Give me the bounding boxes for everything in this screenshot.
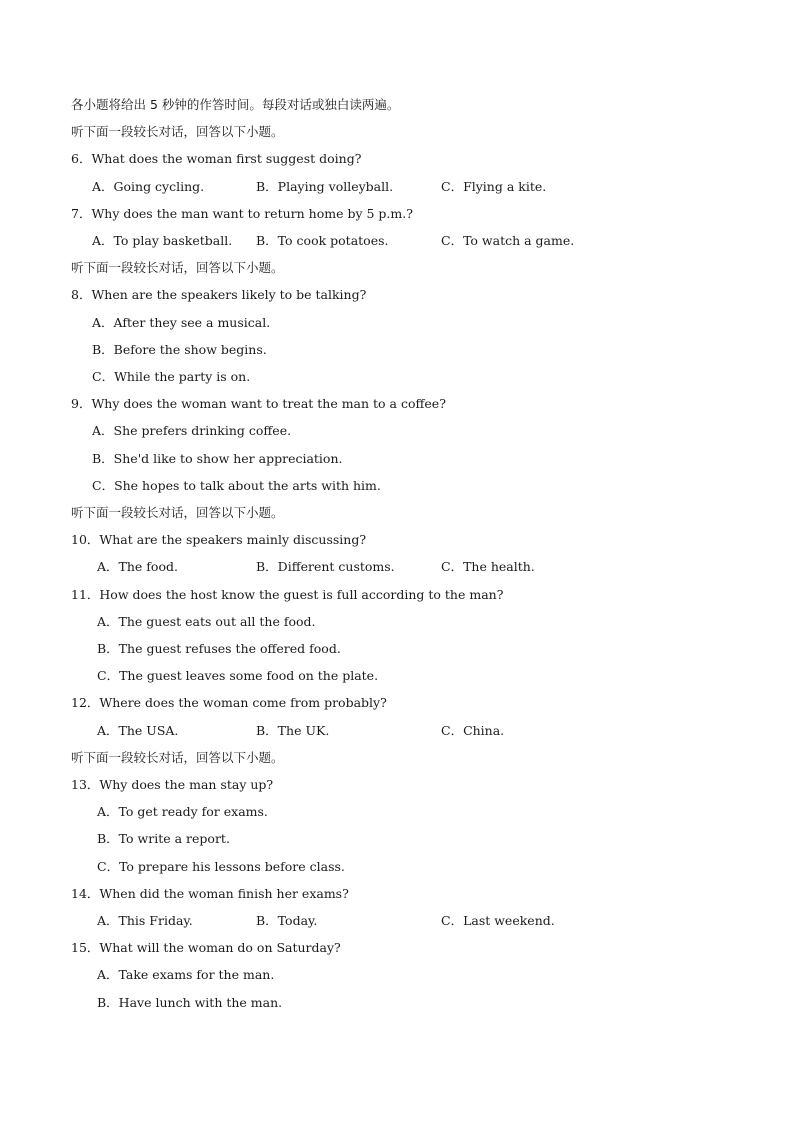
section-instruction: 听下面一段较长对话，回答以下小题。 xyxy=(71,750,284,765)
answer-option: B．Have lunch with the man. xyxy=(97,995,283,1010)
answer-option: A．To get ready for exams. xyxy=(97,804,268,819)
question-stem: 11．How does the host know the guest is full according to the man? xyxy=(71,587,504,602)
question-stem: 14．When did the woman finish her exams? xyxy=(71,886,349,901)
answer-option: A．Going cycling. xyxy=(92,179,205,194)
section-instruction: 听下面一段较长对话，回答以下小题。 xyxy=(71,124,284,139)
answer-option: C．Last weekend. xyxy=(441,913,555,928)
answer-option: C．The health. xyxy=(441,559,535,574)
answer-option: C．While the party is on. xyxy=(92,369,251,384)
answer-option: B．She'd like to show her appreciation. xyxy=(92,451,343,466)
question-stem: 15．What will the woman do on Saturday? xyxy=(71,940,341,955)
answer-option: B．Playing volleyball. xyxy=(256,179,394,194)
answer-option: B．Different customs. xyxy=(256,559,395,574)
answer-option: C．The guest leaves some food on the plate. xyxy=(97,668,379,683)
section-instruction: 听下面一段较长对话，回答以下小题。 xyxy=(71,505,284,520)
question-stem: 13．Why does the man stay up? xyxy=(71,777,274,792)
answer-option: A．She prefers drinking coffee. xyxy=(92,423,292,438)
answer-option: B．To cook potatoes. xyxy=(256,233,389,248)
answer-option: A．The guest eats out all the food. xyxy=(97,614,316,629)
answer-option: C．China. xyxy=(441,723,505,738)
answer-option: B．Today. xyxy=(256,913,318,928)
answer-option: C．Flying a kite. xyxy=(441,179,547,194)
question-stem: 7．Why does the man want to return home by 5 p.m.? xyxy=(71,206,413,221)
answer-option: B．To write a report. xyxy=(97,831,230,846)
question-stem: 9．Why does the woman want to treat the man to a coffee? xyxy=(71,396,446,411)
section-instruction: 听下面一段较长对话，回答以下小题。 xyxy=(71,260,284,275)
section-intro: 各小题将给出 5 秒钟的作答时间。每段对话或独白读两遍。 xyxy=(71,97,400,112)
question-stem: 12．Where does the woman come from probably? xyxy=(71,695,387,710)
answer-option: C．She hopes to talk about the arts with him. xyxy=(92,478,381,493)
answer-option: A．After they see a musical. xyxy=(92,315,271,330)
answer-option: C．To prepare his lessons before class. xyxy=(97,859,345,874)
answer-option: A．Take exams for the man. xyxy=(97,967,275,982)
question-stem: 6．What does the woman first suggest doing? xyxy=(71,151,362,166)
answer-option: B．The guest refuses the offered food. xyxy=(97,641,341,656)
answer-option: A．The food. xyxy=(97,559,178,574)
answer-option: A．This Friday. xyxy=(97,913,193,928)
question-stem: 8．When are the speakers likely to be talking? xyxy=(71,287,367,302)
question-stem: 10．What are the speakers mainly discussing? xyxy=(71,532,367,547)
answer-option: B．Before the show begins. xyxy=(92,342,267,357)
answer-option: A．The USA. xyxy=(97,723,179,738)
answer-option: B．The UK. xyxy=(256,723,330,738)
answer-option: C．To watch a game. xyxy=(441,233,575,248)
answer-option: A．To play basketball. xyxy=(92,233,233,248)
